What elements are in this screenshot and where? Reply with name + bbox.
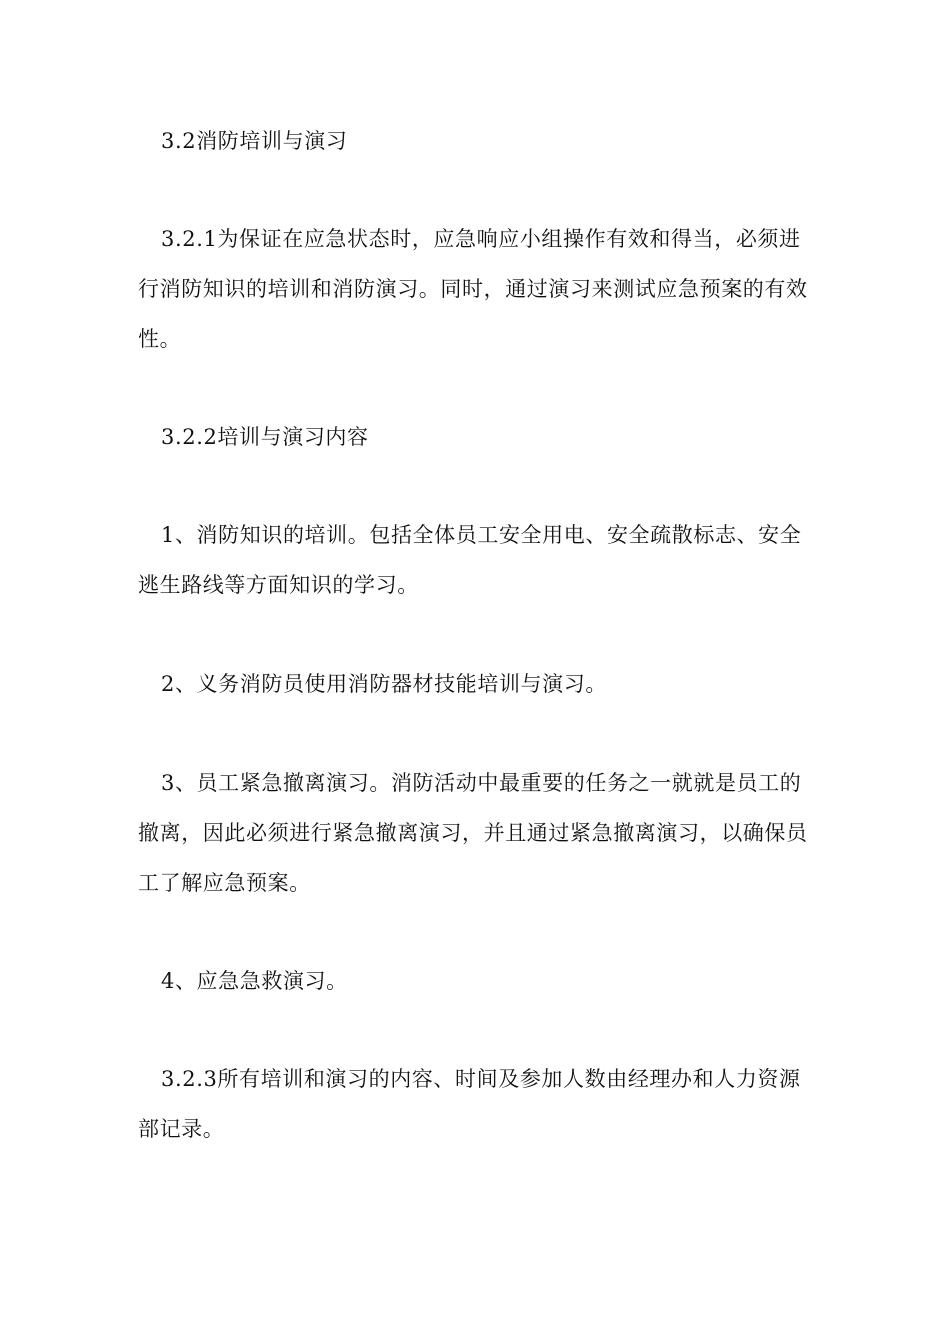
list-item-3: 3、员工紧急撤离演习。消防活动中最重要的任务之一就就是员工的撤离，因此必须进行紧急撤离演习，并且通过紧急撤离演习，以确保员工了解应急预案。: [138, 771, 808, 895]
list-item-1: 1、消防知识的培训。包括全体员工安全用电、安全疏散标志、安全逃生路线等方面知识的学习。: [138, 523, 802, 597]
section-heading-3-2-2: 3.2.2培训与演习内容: [161, 425, 369, 449]
section-heading-3-2: 3.2消防培训与演习: [161, 129, 348, 153]
list-item-2: 2、义务消防员使用消防器材技能培训与演习。: [161, 672, 607, 696]
paragraph-3-2-3: 3.2.3所有培训和演习的内容、时间及参加人数由经理办和人力资源部记录。: [138, 1067, 801, 1141]
paragraph-3-2-1: 3.2.1为保证在应急状态时，应急响应小组操作有效和得当，必须进行消防知识的培训和消防演习。同时，通过演习来测试应急预案的有效性。: [138, 227, 808, 351]
list-item-4: 4、应急急救演习。: [161, 969, 348, 993]
